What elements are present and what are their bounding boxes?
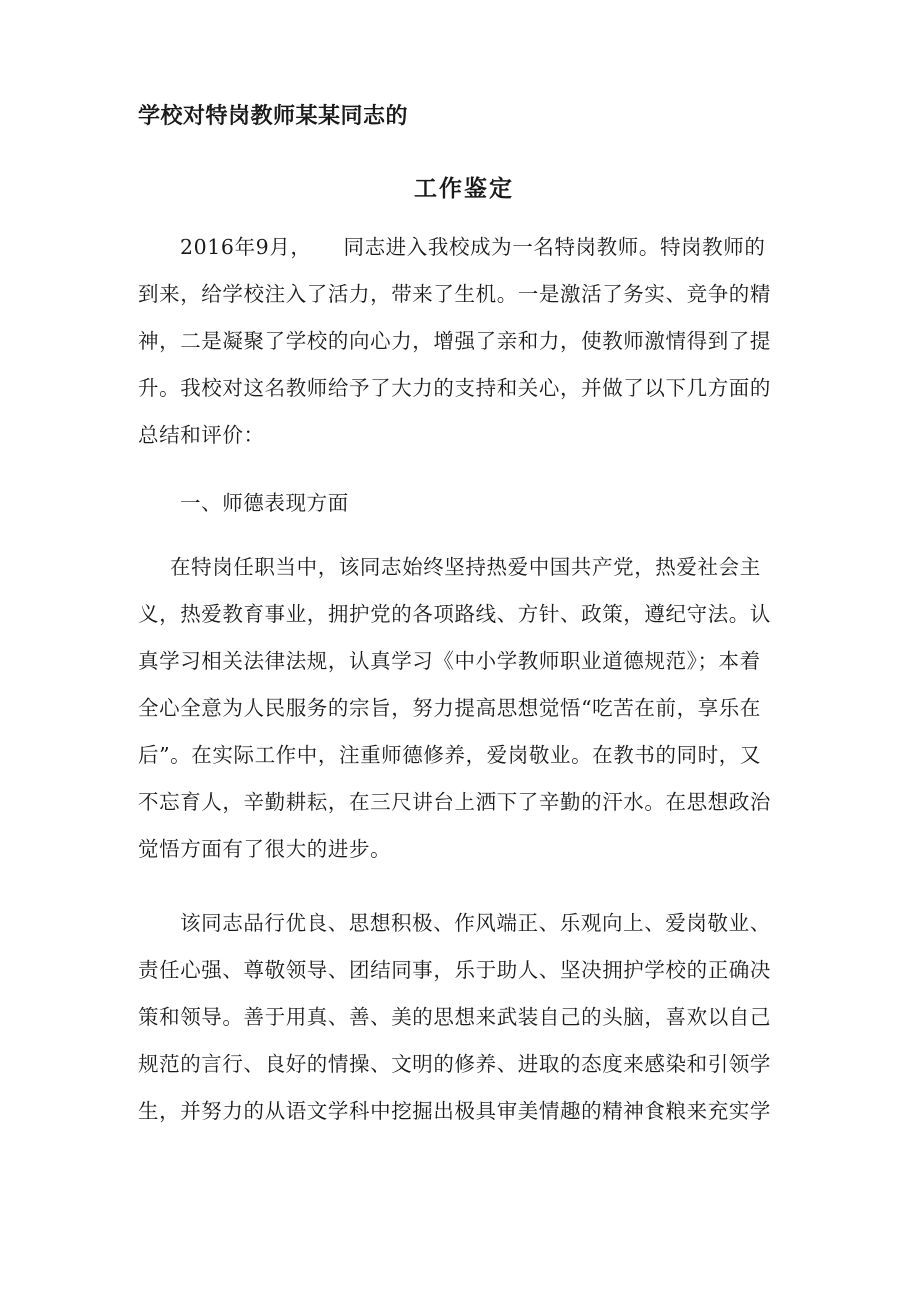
section-heading-container bbox=[138, 480, 798, 527]
paragraph-line: 义，热爱教育事业，拥护党的各项路线、方针、政策，遵纪守法。认 bbox=[138, 602, 771, 626]
paragraph-line: 后”。在实际工作中，注重师德修养，爱岗敬业。在教书的同时，又 bbox=[138, 743, 761, 767]
paragraph-line: 不忘育人，辛勤耕耘，在三尺讲台上洒下了辛勤的汗水。在思想政治 bbox=[138, 790, 771, 814]
paragraph-line: 总结和评价： bbox=[138, 423, 265, 447]
paragraph-line: 在特岗任职当中，该同志始终坚持热爱中国共产党，热爱社会主 bbox=[170, 555, 761, 579]
paragraph-line: 责任心强、尊敬领导、团结同事，乐于助人、坚决拥护学校的正确决 bbox=[138, 958, 771, 982]
paragraph-line: 策和领导。善于用真、善、美的思想来武装自己的头脑，喜欢以自己 bbox=[138, 1005, 771, 1029]
paragraph-line: 觉悟方面有了很大的进步。 bbox=[138, 837, 392, 861]
paragraph-line: 升。我校对这名教师给予了大力的支持和关心，并做了以下几方面的 bbox=[138, 376, 771, 400]
paragraph-line: 该同志品行优良、思想积极、作风端正、乐观向上、爱岗敬业、 bbox=[180, 911, 771, 935]
document-title-line1: 学校对特岗教师某某同志的 bbox=[138, 104, 409, 129]
paragraph-intro bbox=[138, 224, 798, 459]
paragraph-line: 生，并努力的从语文学科中挖掘出极具审美情趣的精神食粮来充实学 bbox=[138, 1099, 771, 1123]
paragraph-character bbox=[138, 900, 798, 1135]
paragraph-line: 2016年9月， 同志进入我校成为一名特岗教师。特岗教师的 bbox=[180, 235, 766, 259]
paragraph-ethics bbox=[138, 544, 798, 873]
paragraph-line: 真学习相关法律法规，认真学习《中小学教师职业道德规范》；本着 bbox=[138, 649, 761, 673]
paragraph-line: 神，二是凝聚了学校的向心力，增强了亲和力，使教师激情得到了提 bbox=[138, 329, 771, 353]
paragraph-line: 到来，给学校注入了活力，带来了生机。一是激活了务实、竞争的精 bbox=[138, 282, 771, 306]
paragraph-line: 规范的言行、良好的情操、文明的修养、进取的态度来感染和引领学 bbox=[138, 1052, 771, 1076]
paragraph-line: 全心全意为人民服务的宗旨，努力提高思想觉悟“吃苦在前，享乐在 bbox=[138, 696, 761, 720]
section-heading: 一、师德表现方面 bbox=[180, 491, 349, 515]
document-title-line2: 工作鉴定 bbox=[414, 176, 514, 202]
